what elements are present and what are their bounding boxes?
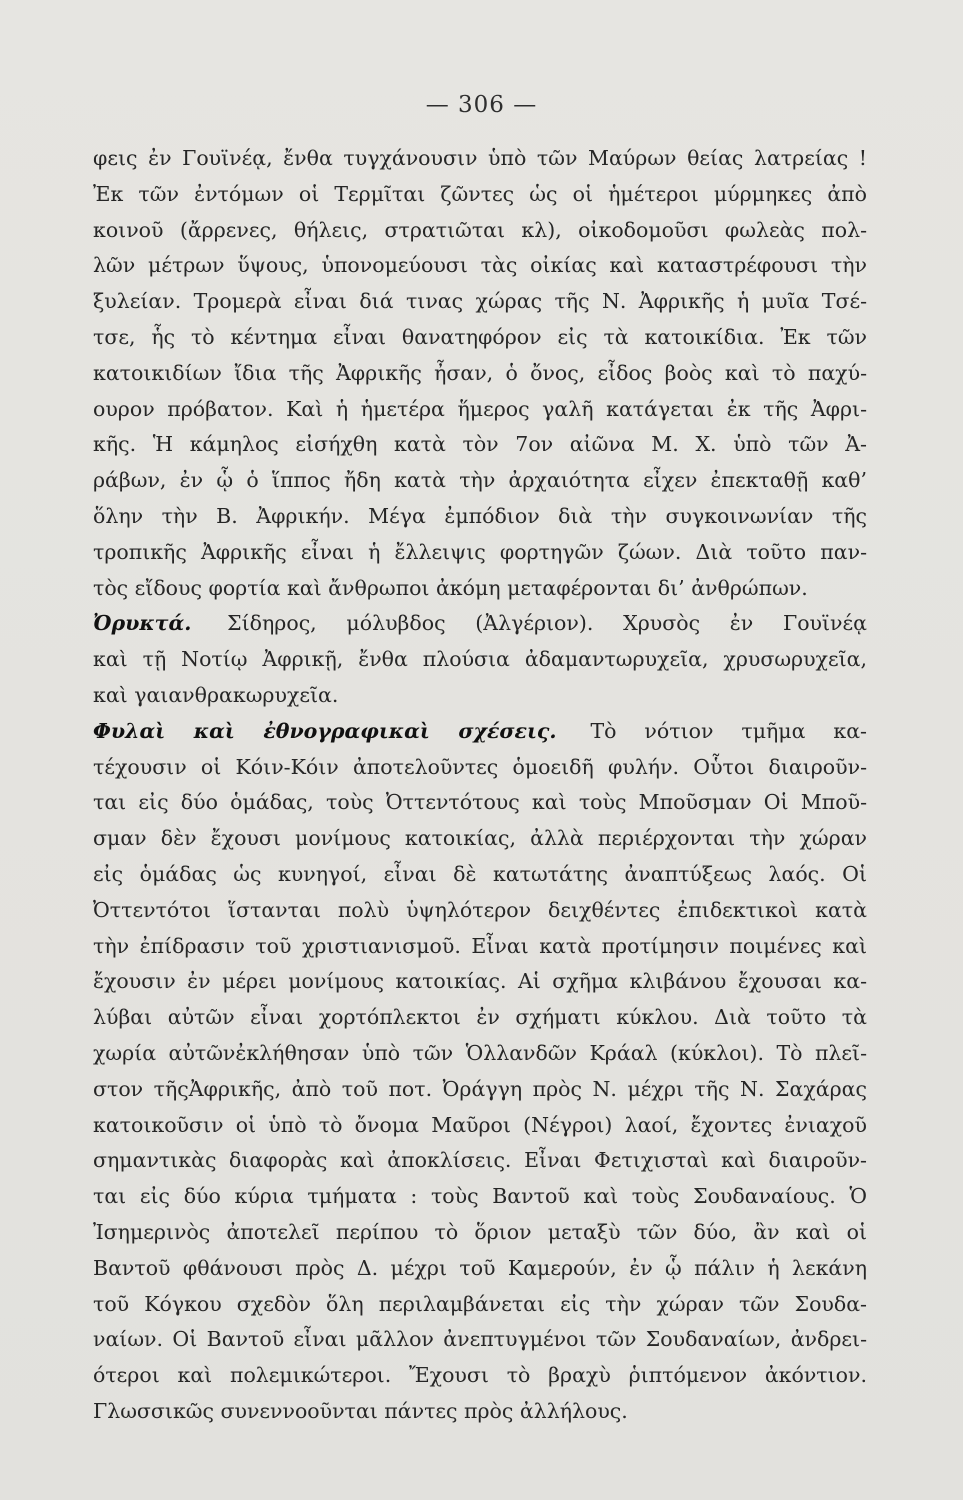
text-run: Τὸ νότιον τμῆμα κα- xyxy=(590,718,867,743)
text-line: λῶν μέτρων ὕψους, ὑπονομεύουσι τὰς οἰκίας καὶ καταστρέφουσι τὴν xyxy=(93,253,867,278)
text-line: Βαντοῦ φθάνουσι πρὸς Δ. μέχρι τοῦ Καμερούν, ἐν ᾧ πάλιν ἡ λεκάνη xyxy=(93,1255,867,1280)
text-line: σμαν δὲν ἔχουσι μονίμους κατοικίας, ἀλλὰ περιέρχονται τὴν χώραν xyxy=(93,826,867,851)
text-line: φεις ἐν Γουϊνέᾳ, ἔνθα τυγχάνουσιν ὑπὸ τῶν Μαύρων θείας λατρείας ! xyxy=(93,146,867,170)
text-block xyxy=(93,141,867,1430)
text-line: κατοικιδίων ἴδια τῆς Ἀφρικῆς ἦσαν, ὁ ὄνος, εἶδος βοὸς καὶ τὸ παχύ- xyxy=(93,360,867,385)
text-line: τέχουσιν οἱ Κόιν-Κόιν ἀποτελοῦντες ὁμοειδῆ φυλήν. Οὗτοι διαιροῦν- xyxy=(93,754,867,779)
text-line: ξυλείαν. Τρομερὰ εἶναι διά τινας χώρας τῆς Ν. Ἀφρικῆς ἡ μυῖα Τσέ- xyxy=(93,289,867,314)
text-line: τὸς εἴδους φορτία καὶ ἄνθρωποι ἀκόμη μεταφέρονται δι’ ἀνθρώπων. xyxy=(93,575,808,600)
text-line: κατοικοῦσιν οἱ ὑπὸ τὸ ὄνομα Μαῦροι (Νέγροι) λαοί, ἔχοντες ἐνιαχοῦ xyxy=(93,1112,867,1137)
text-line: λύβαι αὐτῶν εἶναι χορτόπλεκτοι ἐν σχήματι κύκλου. Διὰ τοῦτο τὰ xyxy=(93,1005,867,1030)
text-line: σημαντικὰς διαφορὰς καὶ ἀποκλίσεις. Εἶναι Φετιχισταὶ καὶ διαιροῦν- xyxy=(93,1148,867,1173)
text-line: Ἐκ τῶν ἐντόμων οἱ Τερμῖται ζῶντες ὡς οἱ ἡμέτεροι μύρμηκες ἀπὸ xyxy=(93,181,867,206)
page-number: — 306 — xyxy=(425,92,538,118)
text-line: εἰς ὁμάδας ὡς κυνηγοί, εἶναι δὲ κατωτάτης ἀναπτύξεως λαός. Οἱ xyxy=(93,861,867,886)
text-line: τροπικῆς Ἀφρικῆς εἶναι ἡ ἔλλειψις φορτηγῶν ζώων. Διὰ τοῦτο παν- xyxy=(93,539,867,564)
text-line: ότεροι καὶ πολεμικώτεροι. Ἔχουσι τὸ βραχὺ ῥιπτόμενον ἀκόντιον. xyxy=(93,1363,867,1388)
section-heading-minerals: Ὀρυκτά. xyxy=(93,611,192,636)
text-line: Ὀττεντότοι ἵστανται πολὺ ὑψηλότερον δειχθέντες ἐπιδεκτικοὶ κατὰ xyxy=(93,897,867,922)
text-line: τσε, ἧς τὸ κέντημα εἶναι θανατηφόρον εἰς τὰ κατοικίδια. Ἐκ τῶν xyxy=(93,324,867,349)
section-heading-tribes: Φυλαὶ καὶ ἐθνογραφικαὶ σχέσεις. xyxy=(93,718,557,743)
text-line: ναίων. Οἱ Βαντοῦ εἶναι μᾶλλον ἀνεπτυγμένοι τῶν Σουδαναίων, ἀνδρει- xyxy=(93,1327,867,1352)
text-line: ὅλην τὴν Β. Ἀφρικήν. Μέγα ἐμπόδιον διὰ τὴν συγκοινωνίαν τῆς xyxy=(93,503,867,528)
text-line: ράβων, ἐν ᾧ ὁ ἵππος ἤδη κατὰ τὴν ἀρχαιότητα εἶχεν ἐπεκταθῇ καθ’ xyxy=(93,468,867,493)
text-line: καὶ τῇ Νοτίῳ Ἀφρικῇ, ἔνθα πλούσια ἀδαμαντωρυχεῖα, χρυσωρυχεῖα, xyxy=(93,647,867,672)
text-line: χωρία αὐτῶνἐκλήθησαν ὑπὸ τῶν Ὁλλανδῶν Κράαλ (κύκλοι). Τὸ πλεῖ- xyxy=(93,1040,867,1065)
text-line: στον τῆςἈφρικῆς, ἀπὸ τοῦ ποτ. Ὀράγγη πρὸς Ν. μέχρι τῆς Ν. Σαχάρας xyxy=(93,1076,867,1101)
text-line: Ἰσημερινὸς ἀποτελεῖ περίπου τὸ ὅριον μεταξὺ τῶν δύο, ἂν καὶ οἱ xyxy=(93,1219,867,1244)
text-line: ἔχουσιν ἐν μέρει μονίμους κατοικίας. Αἱ σχῆμα κλιβάνου ἔχουσαι κα- xyxy=(93,969,867,994)
text-line: Γλωσσικῶς συνεννοοῦνται πάντες πρὸς ἀλλήλους. xyxy=(93,1398,628,1423)
text-run: Σίδηρος, μόλυβδος (Ἀλγέριον). Χρυσὸς ἐν Γουϊνέᾳ xyxy=(227,611,867,636)
text-line: κῆς. Ἡ κάμηλος εἰσήχθη κατὰ τὸν 7ον αἰῶνα Μ. Χ. ὑπὸ τῶν Ἀ- xyxy=(93,432,867,457)
text-line: κοινοῦ (ἄρρενες, θήλεις, στρατιῶται κλ), οἰκοδομοῦσι φωλεὰς πολ- xyxy=(93,217,867,242)
text-line: τὴν ἐπίδρασιν τοῦ χριστιανισμοῦ. Εἶναι κατὰ προτίμησιν ποιμένες καὶ xyxy=(93,933,867,958)
text-line: καὶ γαιανθρακωρυχεῖα. xyxy=(93,682,339,707)
tribes-heading-line xyxy=(93,714,867,750)
minerals-heading-line xyxy=(93,606,867,642)
text-line: τοῦ Κόγκου σχεδὸν ὅλη περιλαμβάνεται εἰς τὴν χώραν τῶν Σουδα- xyxy=(93,1291,867,1316)
text-line: ουρον πρόβατον. Καὶ ἡ ἡμετέρα ἥμερος γαλῆ κατάγεται ἐκ τῆς Ἀφρι- xyxy=(93,396,867,421)
text-line: ται εἰς δύο ὁμάδας, τοὺς Ὀττεντότους καὶ τοὺς Μποῦσμαν Οἱ Μποῦ- xyxy=(93,790,867,815)
text-line: ται εἰς δύο κύρια τμήματα : τοὺς Βαντοῦ καὶ τοὺς Σουδαναίους. Ὁ xyxy=(93,1184,867,1209)
